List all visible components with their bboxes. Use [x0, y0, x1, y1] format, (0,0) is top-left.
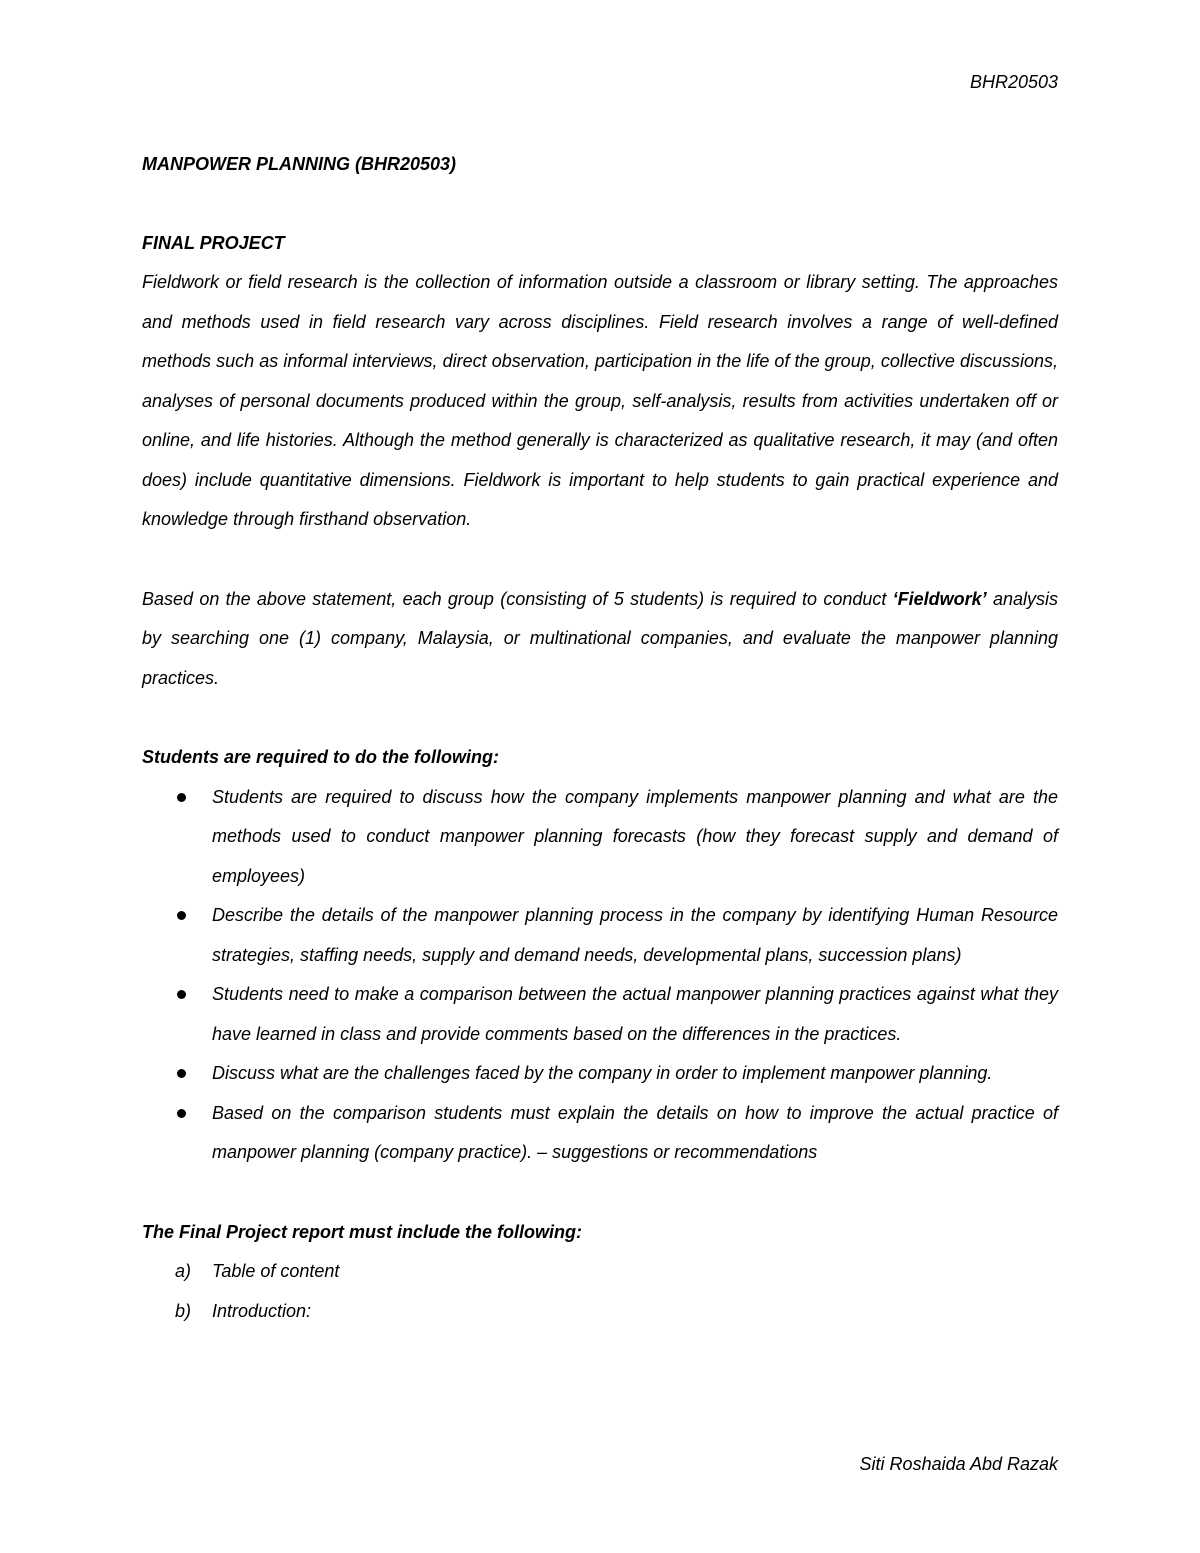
list-item-text: Introduction:: [212, 1300, 312, 1321]
footer-author: Siti Roshaida Abd Razak: [859, 1454, 1058, 1474]
bullet-icon: [177, 793, 186, 802]
list-item: [142, 1054, 1058, 1094]
statement-fieldwork-term: ‘Fieldwork’: [892, 588, 987, 609]
requirements-heading: Students are required to do the following:: [142, 747, 500, 767]
requirements-list: [142, 778, 1058, 1173]
list-item: [142, 1252, 1058, 1292]
statement-text-before: Based on the above statement, each group (consisting of 5 students) is required to conduct: [142, 588, 893, 609]
header-course-code: BHR20503: [969, 72, 1058, 92]
list-item: [142, 896, 1058, 975]
list-item: [142, 975, 1058, 1054]
bullet-icon: [177, 911, 186, 920]
list-marker: b): [175, 1300, 192, 1321]
list-item-text: Students are required to discuss how the company implements manpower planning and what are the methods used to conduct manpower planning forecasts (how they forecast supply and demand of employees): [212, 786, 1058, 886]
statement-text-after: analysis by searching one (1) company, Malaysia, or multinational companies, and evaluate the manpower planning practices.: [142, 588, 1058, 688]
list-item-text: Table of content: [212, 1261, 340, 1281]
list-item-text: Based on the comparison students must explain the details on how to improve the actual practice of manpower planning (company practice). – suggestions or recommendations: [212, 1102, 1058, 1162]
bullet-icon: [177, 1109, 186, 1118]
bullet-icon: [177, 1069, 186, 1078]
document-title: MANPOWER PLANNING (BHR20503): [142, 154, 457, 174]
intro-paragraph: Fieldwork or field research is the collection of information outside a classroom or library setting. The approaches and methods used in field research vary across disciplines. Field research involves a range of well-defined methods such as informal interviews, direct observation, participation in the life of the group, collective discussions, analyses of personal documents produced within the group, self-analysis, results from activities undertaken off or online, and life histories. Although the method generally is characterized as qualitative research, it may (and often does) include quantitative dimensions. Fieldwork is important to help students to gain practical experience and knowledge through firsthand observation.: [142, 272, 1058, 529]
statement-paragraph: [142, 580, 1058, 699]
document-body: [142, 145, 1058, 1331]
list-item-text: Discuss what are the challenges faced by the company in order to implement manpower planning.: [212, 1063, 993, 1083]
list-item: [142, 1292, 1058, 1332]
bullet-icon: [177, 990, 186, 999]
report-contents-list: [142, 1252, 1058, 1331]
list-item: [142, 1094, 1058, 1173]
list-item-text: Students need to make a comparison between the actual manpower planning practices against what they have learned in class and provide comments based on the differences in the practices.: [212, 984, 1058, 1044]
report-heading: The Final Project report must include the following:: [142, 1221, 583, 1242]
list-item: [142, 778, 1058, 897]
list-marker: a): [175, 1261, 192, 1281]
final-project-heading: FINAL PROJECT: [142, 232, 285, 253]
list-item-text: Describe the details of the manpower planning process in the company by identifying Human Resource strategies, staffing needs, supply and demand needs, developmental plans, succession plans): [212, 905, 1058, 965]
